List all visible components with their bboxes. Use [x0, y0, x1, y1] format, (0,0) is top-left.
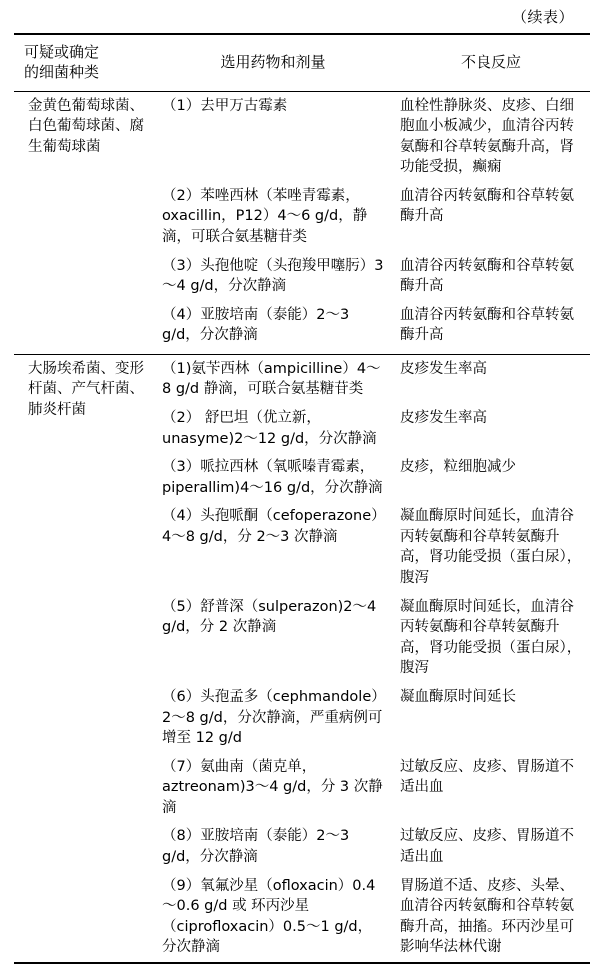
drug-cell: （8）亚胺培南（泰能）2～3 g/d，分次静滴	[162, 828, 350, 865]
antibiotic-table	[14, 33, 590, 964]
organism-cell: 大肠埃希菌、变形杆菌、产气杆菌、肺炎杆菌	[14, 354, 154, 963]
adr-cell: 血清谷丙转氨酶和谷草转氨酶升高	[400, 187, 574, 225]
column-header-organism	[14, 34, 154, 91]
adr-cell: 凝血酶原时间延长，血清谷丙转氨酶和谷草转氨酶升高，肾功能受损（蛋白尿），腹泻	[400, 598, 582, 677]
adr-cell: 胃肠道不适、皮疹、头晕、血清谷丙转氨酶和谷草转氨酶升高，抽搐。环丙沙星可影响华法林代谢	[392, 872, 590, 963]
drug-cell: （9）氧氟沙星（ofloxacin）0.4～0.6 g/d 或 环丙沙星（ciprofloxacin）0.5～1 g/d，分次静滴	[154, 872, 392, 963]
adr-cell: 皮疹发生率高	[392, 354, 590, 404]
table-row	[14, 91, 590, 182]
drug-cell: （2） 舒巴坦（优立新，unasyme)2～12 g/d，分次静滴	[162, 410, 377, 447]
drug-cell: （4）头孢哌酮（cefoperazone）4～8 g/d，分 2～3 次静滴	[162, 508, 386, 545]
column-header-organism-line2: 的细菌种类	[24, 63, 100, 82]
drug-cell: （3）哌拉西林（氧哌嗪青霉素，piperallim)4～16 g/d，分次静滴	[162, 459, 383, 496]
adr-cell: 凝血酶原时间延长，血清谷丙转氨酶和谷草转氨酶升高，肾功能受损（蛋白尿），腹泻	[400, 508, 582, 587]
adr-cell: 血清谷丙转氨酶和谷草转氨酶升高	[400, 306, 574, 344]
table-header-row	[14, 34, 590, 91]
drug-cell: （7）氨曲南（菌克单，aztreonam)3～4 g/d，分 3 次静滴	[162, 758, 383, 816]
adr-cell: 皮疹，粒细胞减少	[400, 459, 516, 476]
adr-cell: 过敏反应、皮疹、胃肠道不适出血	[400, 828, 574, 865]
adr-cell: 过敏反应、皮疹、胃肠道不适出血	[400, 758, 574, 796]
drug-cell: （6）头孢孟多（cephmandole）2～8 g/d，分次静滴，严重病例可增至 12 g/d	[162, 688, 386, 747]
drug-cell: （4）亚胺培南（泰能）2～3 g/d，分次静滴	[162, 306, 350, 344]
column-header-drug: 选用药物和剂量	[154, 34, 392, 91]
adr-cell: 血清谷丙转氨酶和谷草转氨酶升高	[400, 257, 574, 295]
drug-cell: （2）苯唑西林（苯唑青霉素，oxacillin，P12）4～6 g/d，静滴，可联合氨基糖苷类	[162, 187, 368, 245]
drug-cell: （5）舒普深（sulperazon)2～4 g/d，分 2 次静滴	[162, 598, 377, 636]
drug-cell: （1）去甲万古霉素	[154, 91, 392, 182]
adr-cell: 皮疹发生率高	[400, 410, 487, 427]
adr-cell: 凝血酶原时间延长	[400, 688, 516, 705]
table-row	[14, 354, 590, 404]
drug-cell: （1)氨苄西林（ampicilline）4～8 g/d 静滴，可联合氨基糖苷类	[154, 354, 392, 404]
organism-cell: 金黄色葡萄球菌、白色葡萄球菌、腐生葡萄球菌	[14, 91, 154, 350]
column-header-adr: 不良反应	[392, 34, 590, 91]
continued-label: （续表）	[511, 8, 574, 26]
adr-cell: 血栓性静脉炎、皮疹、白细胞血小板减少，血清谷丙转氨酶和谷草转氨酶升高，肾功能受损，癫痫	[392, 91, 590, 182]
column-header-organism-line1: 可疑或确定	[24, 43, 100, 61]
drug-cell: （3）头孢他啶（头孢羧甲噻肟）3～4 g/d，分次静滴	[162, 257, 384, 295]
